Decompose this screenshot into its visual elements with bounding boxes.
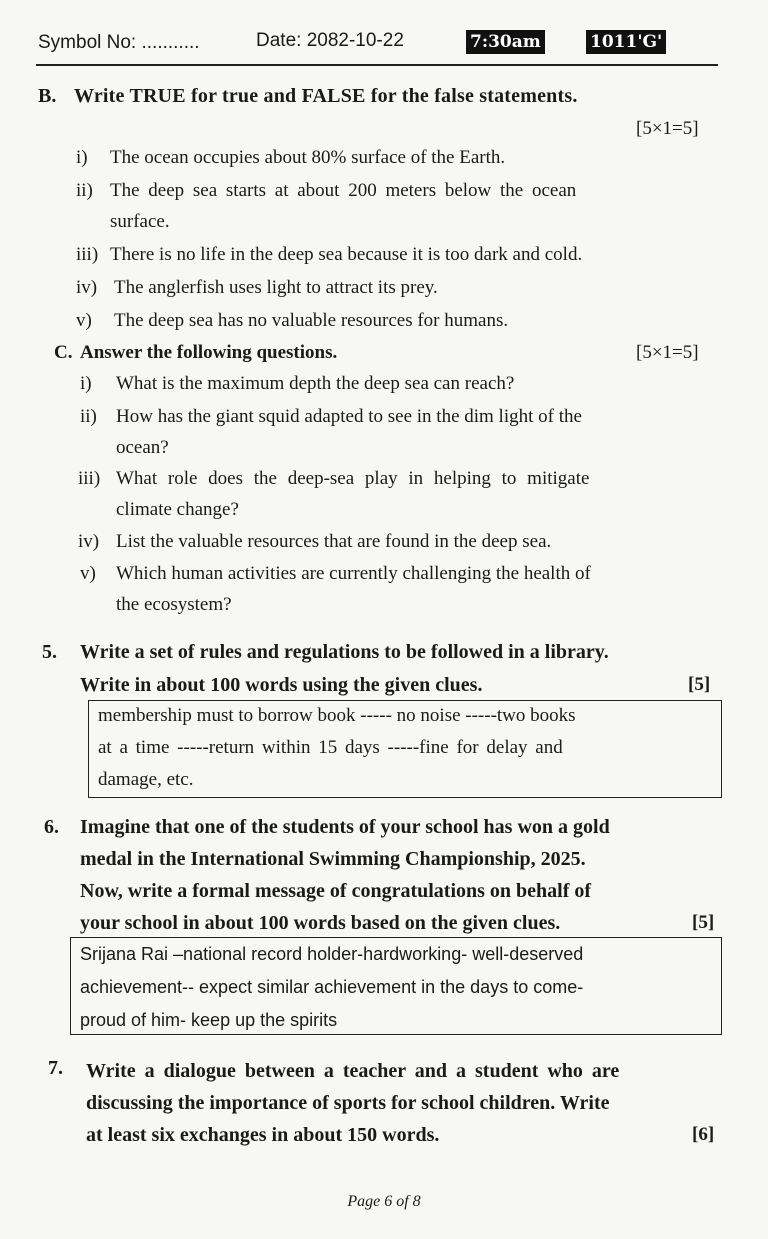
list-item: The deep sea starts at about 200 meters below the ocean	[110, 180, 577, 201]
item-number: i)	[80, 373, 92, 394]
item-number: iv)	[78, 531, 100, 552]
section-b-marks: [5×1=5]	[636, 118, 699, 139]
question-7-marks: [6]	[692, 1124, 715, 1145]
item-number: v)	[80, 563, 96, 584]
list-item: How has the giant squid adapted to see in the dim light of the	[116, 406, 582, 427]
list-item: List the valuable resources that are found in the deep sea.	[116, 531, 552, 552]
list-item: What is the maximum depth the deep sea can reach?	[116, 373, 515, 394]
question-7-line: at least six exchanges in about 150 words.	[86, 1124, 440, 1146]
item-number: iv)	[76, 277, 98, 298]
section-c-marks: [5×1=5]	[636, 342, 699, 363]
item-number: iii)	[78, 468, 101, 489]
clue-line: Srijana Rai –national record holder-hardworking- well-deserved	[80, 944, 584, 964]
section-c-label: C.	[54, 342, 73, 363]
exam-date: Date: 2082-10-22	[256, 30, 404, 51]
question-6-marks: [5]	[692, 912, 715, 933]
question-7-line: Write a dialogue between a teacher and a student who are	[86, 1060, 620, 1082]
symbol-number-field: Symbol No: ...........	[38, 32, 200, 53]
list-item: What role does the deep-sea play in helping to mitigate	[116, 468, 590, 489]
clue-line: proud of him- keep up the spirits	[80, 1010, 338, 1030]
list-item-continuation: climate change?	[116, 499, 239, 520]
header-divider	[36, 64, 718, 66]
item-number: v)	[76, 310, 92, 331]
item-number: iii)	[76, 244, 99, 265]
list-item-continuation: the ecosystem?	[116, 594, 232, 615]
list-item: The anglerfish uses light to attract its prey.	[114, 277, 438, 298]
exam-code-badge: 1011'G'	[586, 30, 666, 54]
list-item-continuation: surface.	[110, 211, 170, 232]
question-6-line: Now, write a formal message of congratulations on behalf of	[80, 880, 592, 902]
question-7-line: discussing the importance of sports for school children. Write	[86, 1092, 610, 1114]
clue-line: at a time -----return within 15 days -----fine for delay and	[98, 737, 563, 758]
list-item-continuation: ocean?	[116, 437, 169, 458]
list-item: The ocean occupies about 80% surface of the Earth.	[110, 147, 506, 168]
question-6-line: medal in the International Swimming Championship, 2025.	[80, 848, 586, 870]
clue-line: damage, etc.	[98, 769, 194, 790]
item-number: i)	[76, 147, 88, 168]
list-item: Which human activities are currently challenging the health of	[116, 563, 591, 584]
item-number: ii)	[76, 180, 93, 201]
exam-header	[38, 30, 718, 58]
question-6-number: 6.	[44, 816, 59, 838]
question-5-line: Write a set of rules and regulations to be followed in a library.	[80, 641, 609, 663]
section-b-label: B.	[38, 85, 57, 107]
clue-line: membership must to borrow book ----- no noise -----two books	[98, 705, 576, 726]
question-5-marks: [5]	[688, 674, 711, 695]
section-c-title: Answer the following questions.	[80, 342, 338, 363]
page-number: Page 6 of 8	[347, 1193, 421, 1210]
list-item: There is no life in the deep sea because it is too dark and cold.	[110, 244, 583, 265]
clue-line: achievement-- expect similar achievement in the days to come-	[80, 977, 584, 997]
list-item: The deep sea has no valuable resources for humans.	[114, 310, 509, 331]
question-5-line: Write in about 100 words using the given clues.	[80, 674, 483, 696]
question-7-number: 7.	[48, 1057, 63, 1079]
exam-time-badge: 7:30am	[466, 30, 545, 54]
item-number: ii)	[80, 406, 97, 427]
section-b-title: Write TRUE for true and FALSE for the false statements.	[74, 85, 578, 107]
question-6-line: Imagine that one of the students of your school has won a gold	[80, 816, 610, 838]
question-5-number: 5.	[42, 641, 57, 663]
question-6-line: your school in about 100 words based on the given clues.	[80, 912, 561, 934]
